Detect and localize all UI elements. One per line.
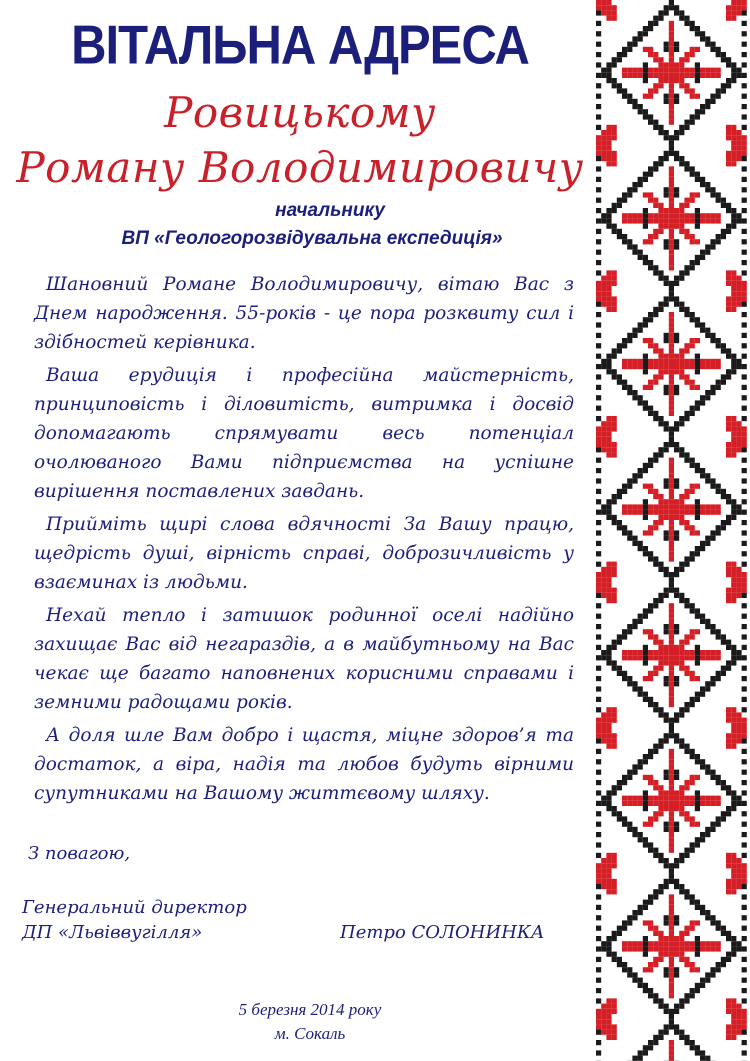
recipient-surname: Ровицькому (164, 88, 436, 137)
greeting-body (34, 270, 574, 812)
recipient-position: начальнику (275, 200, 385, 221)
embroidery-border (594, 0, 750, 1061)
signer-organization: ДП «Львіввугілля» (22, 922, 203, 943)
signer-role: Генеральний директор (22, 897, 247, 918)
document-place: м. Сокаль (274, 1024, 346, 1043)
recipient-organization: ВП «Геологорозвідувальна експедиція» (121, 228, 503, 249)
document-title: ВІТАЛЬНА АДРЕСА (71, 15, 529, 76)
greeting-paragraph: Шановний Романе Володимировичу, вітаю Вас з Днем народження. 55-років - це пора розквиту сил і здібностей керівника. (34, 274, 574, 353)
greeting-paragraph: Прийміть щирі слова вдячності За Вашу працю, щедрість душі, вірність справі, доброзичливість у взаєминах із людьми. (34, 514, 574, 593)
greeting-paragraph: А доля шле Вам добро і щастя, міцне здоров’я та достаток, а віра, надія та любов будуть вірними супутниками на Вашому життєвому шляху. (34, 725, 574, 804)
embroidery-ornament-icon (594, 0, 750, 1061)
regards-line: З повагою, (28, 843, 131, 864)
signer-name: Петро СОЛОНИНКА (340, 922, 545, 943)
greeting-paragraph: Ваша ерудиція і професійна майстерність, принциповість і діловитість, витримка і досвід допомагають спрямувати весь потенціал очолюваного Вами підприємства на успішне вирішення поставлених завдань. (34, 365, 574, 502)
recipient-given-names: Роману Володимировичу (16, 143, 584, 192)
document-date: 5 березня 2014 року (238, 1000, 382, 1019)
greeting-paragraph: Нехай тепло і затишок родинної оселі надійно захищає Вас від негараздів, а в майбутньому на Вас чекає ще багато наповнених корисними справами і земними радощами років. (34, 605, 574, 713)
